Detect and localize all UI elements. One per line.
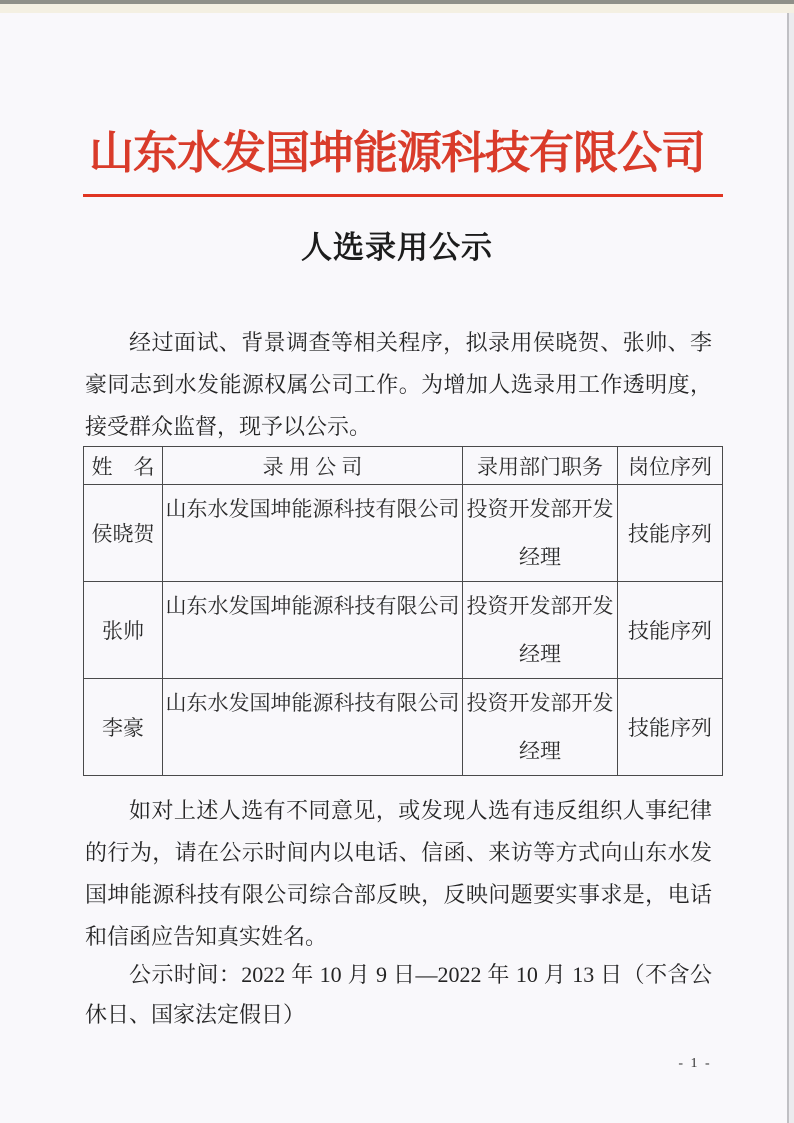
cell-dept-position: 投资开发部开发经理 <box>463 485 618 582</box>
cell-candidate-name: 李豪 <box>84 679 163 776</box>
header-cell-position: 录用部门职务 <box>463 447 618 485</box>
cell-hire-company: 山东水发国坤能源科技有限公司 <box>163 679 463 776</box>
cell-post-series: 技能序列 <box>618 582 723 679</box>
cell-hire-company: 山东水发国坤能源科技有限公司 <box>163 582 463 679</box>
page-number: - 1 - <box>678 1056 712 1071</box>
feedback-instructions-paragraph: 如对上述人选有不同意见，或发现人选有违反组织人事纪律的行为，请在公示时间内以电话、信函、来访等方式向山东水发国坤能源科技有限公司综合部反映，反映问题要实事求是，电话和信函应告知真实姓名。 <box>85 798 712 949</box>
table-row <box>84 485 723 582</box>
table-row <box>84 679 723 776</box>
header-cell-name: 姓 名 <box>84 447 163 485</box>
company-letterhead-title: 山东水发国坤能源科技有限公司 <box>88 128 705 178</box>
cell-post-series: 技能序列 <box>618 679 723 776</box>
cell-dept-position: 投资开发部开发经理 <box>463 582 618 679</box>
hiring-table <box>83 446 723 776</box>
letterhead-divider-rule <box>83 194 723 197</box>
table-header-row <box>84 447 723 485</box>
document-title: 人选录用公示 <box>301 230 493 265</box>
cell-candidate-name: 张帅 <box>84 582 163 679</box>
cell-hire-company: 山东水发国坤能源科技有限公司 <box>163 485 463 582</box>
scan-edge-top-cream <box>0 4 794 13</box>
header-cell-series: 岗位序列 <box>618 447 723 485</box>
cell-post-series: 技能序列 <box>618 485 723 582</box>
table-row <box>84 582 723 679</box>
intro-paragraph: 经过面试、背景调查等相关程序，拟录用侯晓贺、张帅、李豪同志到水发能源权属公司工作。为增加人选录用工作透明度，接受群众监督，现予以公示。 <box>85 330 712 439</box>
cell-candidate-name: 侯晓贺 <box>84 485 163 582</box>
header-cell-company: 录 用 公 司 <box>163 447 463 485</box>
publicity-period-paragraph: 公示时间：2022 年 10 月 9 日—2022 年 10 月 13 日（不含公休日、国家法定假日） <box>85 962 712 1027</box>
cell-dept-position: 投资开发部开发经理 <box>463 679 618 776</box>
